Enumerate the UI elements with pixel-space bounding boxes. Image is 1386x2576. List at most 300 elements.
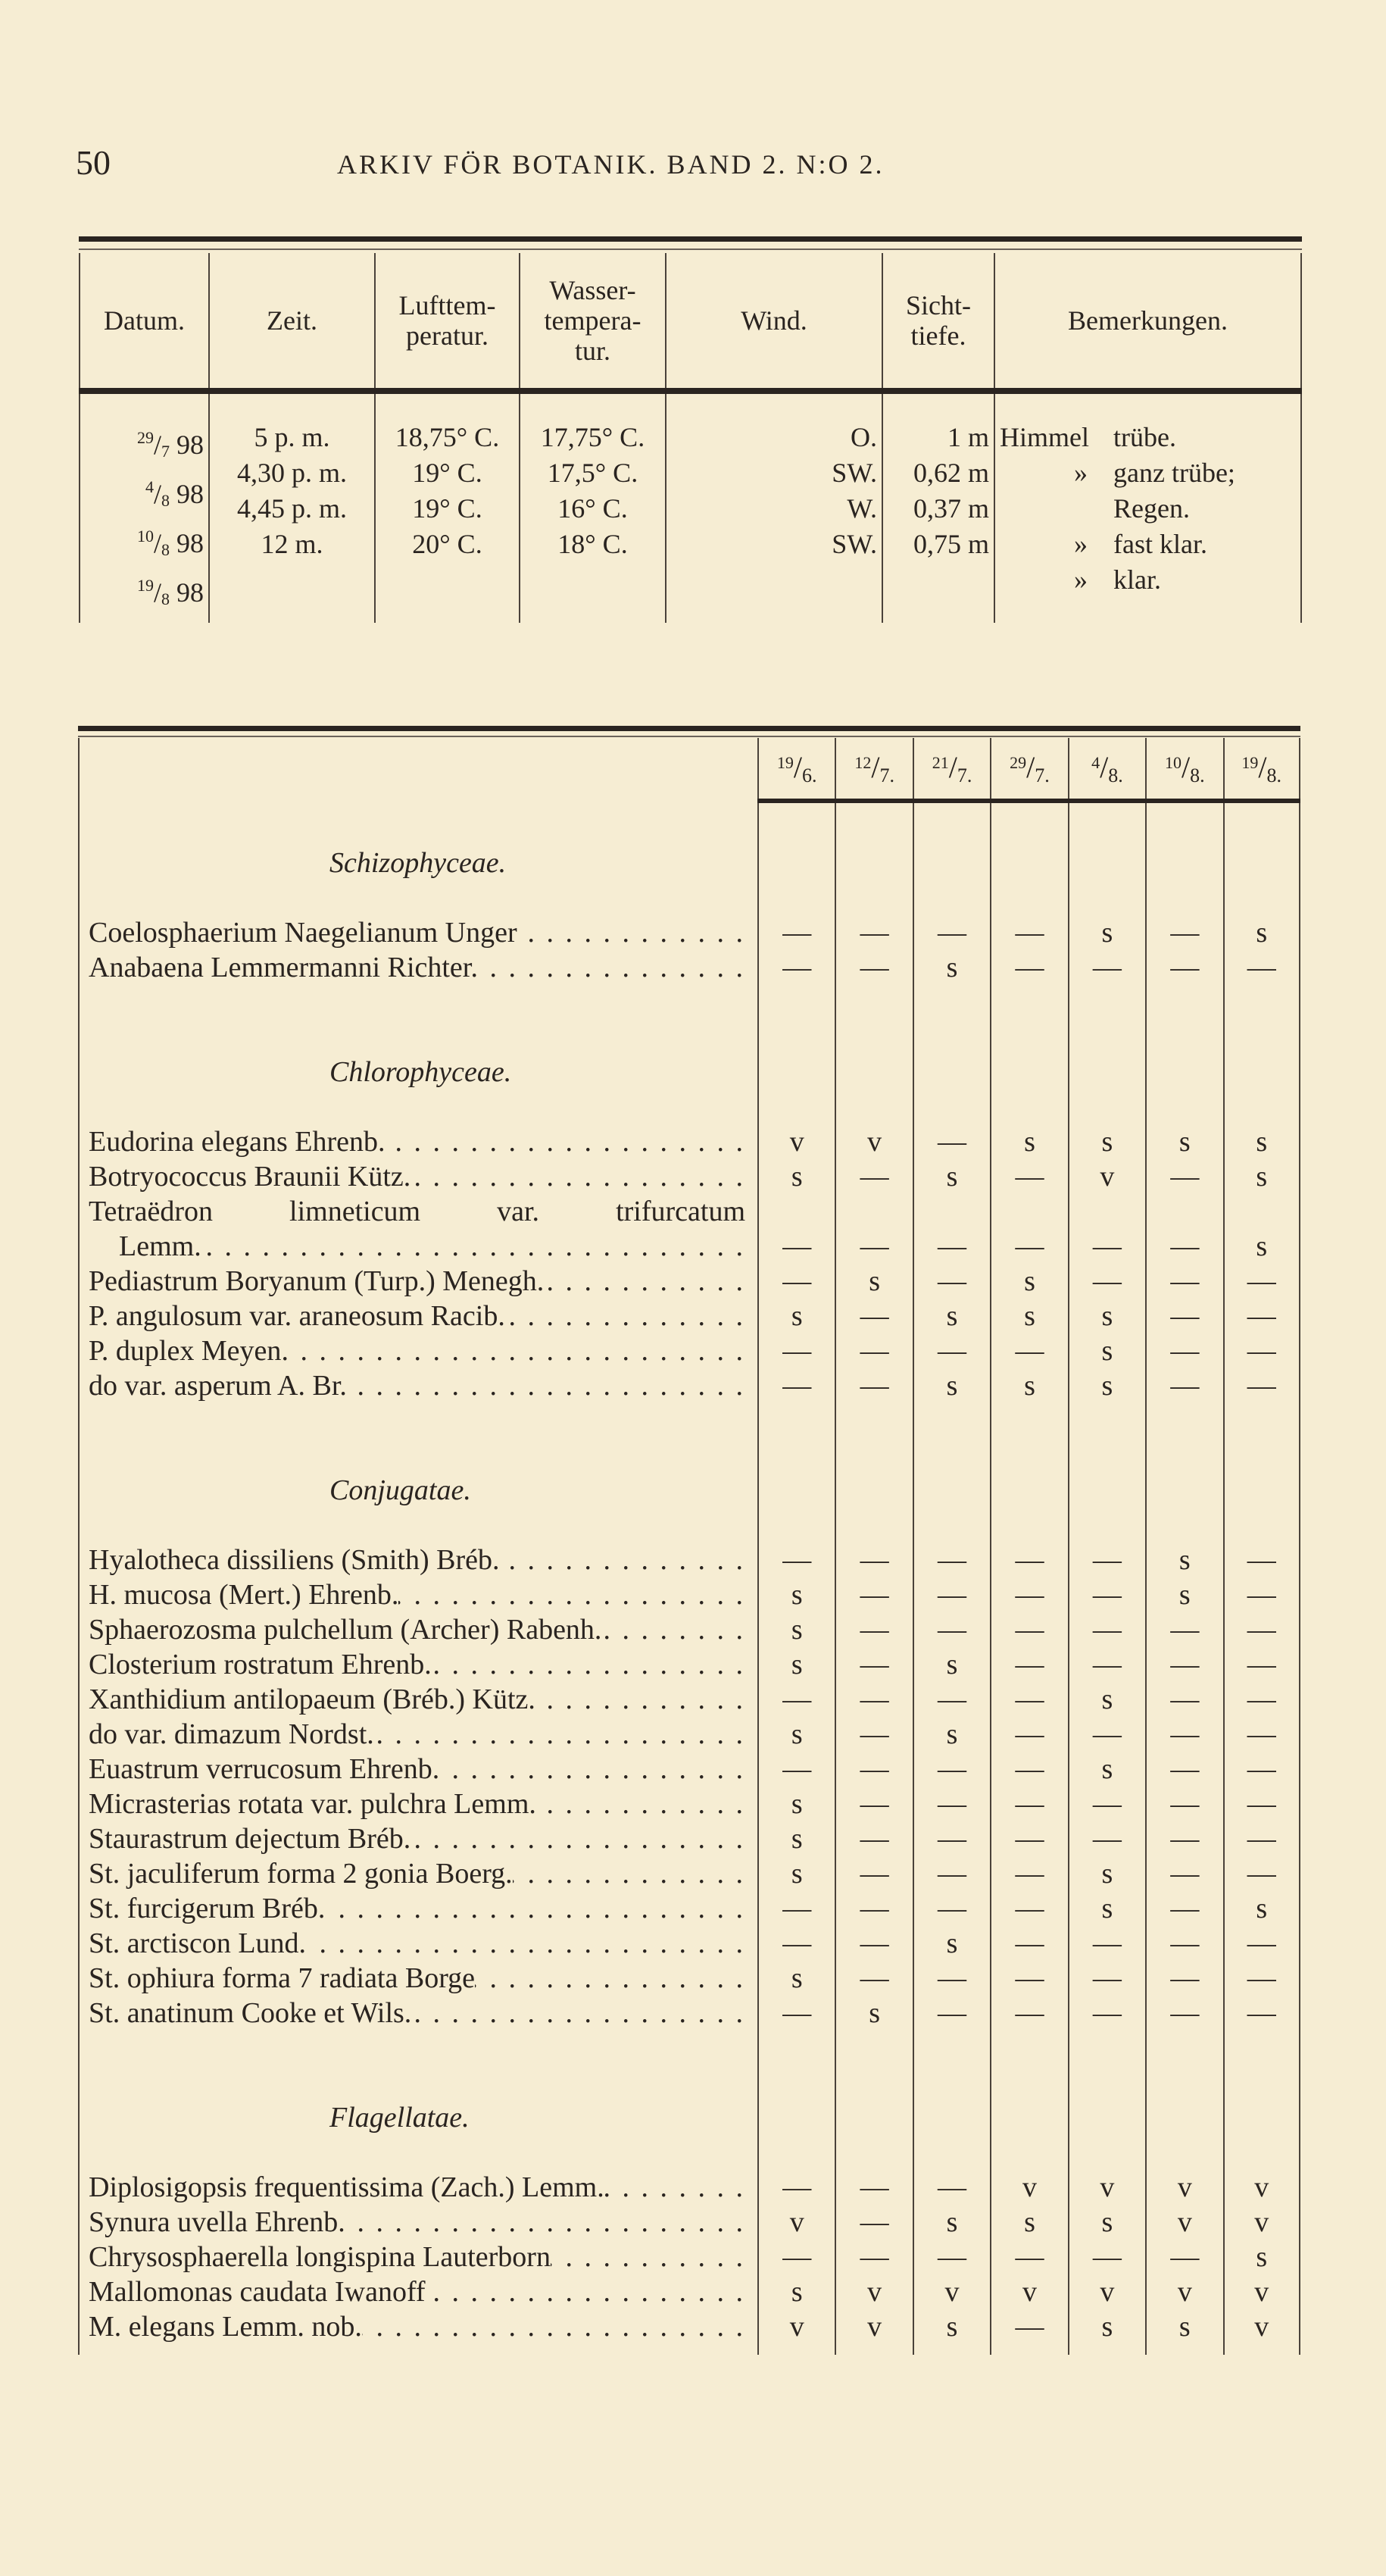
running-title: ARKIV FÖR BOTANIK. BAND 2. N:O 2. [337, 149, 885, 180]
occurrence-value: s [990, 2205, 1067, 2240]
date-month: 7. [957, 764, 972, 786]
species-name-cell [78, 1264, 757, 1299]
date-fraction [137, 430, 204, 460]
species-row [78, 1752, 1300, 1787]
cell-wind: SW. [832, 458, 877, 488]
occurrence-value: — [990, 1856, 1067, 1891]
occurrence-value: — [835, 1612, 912, 1647]
species-name-cell [78, 1124, 757, 1159]
blank-cell [1223, 1020, 1300, 1055]
occurrence-value: — [1145, 1647, 1222, 1682]
cell-depth: 1 m [947, 422, 989, 452]
occurrence-value: v [990, 2170, 1067, 2205]
blank-cell [1145, 1508, 1222, 1543]
occurrence-value: v [835, 1124, 912, 1159]
occurrence-value: — [1223, 1821, 1300, 1856]
occurrence-value: — [757, 2240, 835, 2274]
occurrence-value: — [913, 1612, 990, 1647]
column-header: Lufttem- peratur. [374, 253, 519, 388]
occurrence-value: — [835, 1856, 912, 1891]
dot-leader [551, 2240, 745, 2274]
blank-cell [78, 1403, 757, 1438]
cell-air: 19° C. [412, 458, 482, 488]
occurrence-value: — [1145, 1264, 1222, 1299]
species-name: Xanthidium antilopaeum (Bréb.) Kütz. [89, 1683, 535, 1715]
dot-leader [325, 1891, 745, 1926]
date-column-header [1068, 738, 1145, 799]
blank-cell [835, 799, 912, 846]
occurrence-value: s [1223, 1229, 1300, 1264]
section-heading: Schizophyceae. [78, 846, 757, 880]
species-row [78, 1682, 1300, 1717]
occurrence-value: — [1145, 1229, 1222, 1264]
occurrence-value: — [913, 1124, 990, 1159]
blank-cell [78, 2065, 757, 2100]
occurrence-value: s [1223, 1891, 1300, 1926]
occurrence-value: v [1068, 2170, 1145, 2205]
cell-remark [1000, 455, 1296, 527]
blank-cell [1223, 1508, 1300, 1543]
occurrence-value: — [990, 1821, 1067, 1856]
dot-leader [385, 1124, 745, 1159]
blank-cell [1145, 2135, 1222, 2170]
occurrence-value: s [1223, 1124, 1300, 1159]
blank-cell [1068, 2100, 1145, 2135]
fraction-slash: / [1100, 750, 1109, 784]
species-header-blank [78, 738, 757, 799]
occurrence-value: — [1068, 1577, 1145, 1612]
blank-cell [78, 2135, 757, 2170]
blank-cell [990, 1089, 1067, 1124]
blank-cell [78, 1089, 757, 1124]
column-header: Zeit. [208, 253, 374, 388]
occurrence-value: — [1068, 1647, 1145, 1682]
occurrence-value: s [1068, 1682, 1145, 1717]
species-row [78, 915, 1300, 950]
blank-cell [1223, 2344, 1300, 2355]
blank-cell [1145, 799, 1222, 846]
blank-cell [78, 799, 757, 846]
blank-cell [757, 1055, 835, 1089]
header-rule [79, 388, 1302, 394]
date-day: 19 [1241, 753, 1259, 772]
occurrence-value: s [1068, 1856, 1145, 1891]
occurrence-value: — [913, 1682, 990, 1717]
date-year: 98 [176, 430, 204, 460]
blank-cell [1068, 1020, 1145, 1055]
table-top-thin-rule [79, 249, 1302, 250]
occurrence-value: s [913, 1647, 990, 1682]
blank-cell [1145, 846, 1222, 880]
cell-wind: O. [851, 422, 877, 452]
species-name: Eudorina elegans Ehrenb. [89, 1126, 386, 1158]
blank-cell [757, 1473, 835, 1508]
blank-cell [1068, 2344, 1145, 2355]
occurrence-value: v [757, 2309, 835, 2344]
occurrence-value: — [835, 1752, 912, 1787]
section-heading-row [78, 1473, 1300, 1508]
date-header-row [78, 738, 1300, 799]
occurrence-value: v [1223, 2170, 1300, 2205]
blank-cell [835, 985, 912, 1020]
occurrence-value: s [913, 1299, 990, 1333]
remark-text: fast klar. [1113, 529, 1207, 559]
date-day: 19 [136, 576, 154, 595]
occurrence-value: s [835, 1264, 912, 1299]
blank-cell [913, 2100, 990, 2135]
column-remark [994, 394, 1302, 623]
blank-cell [1223, 1089, 1300, 1124]
blank-row [78, 880, 1300, 915]
blank-cell [835, 2344, 912, 2355]
species-row [78, 1543, 1300, 1577]
date-day: 29 [136, 428, 154, 447]
occurrence-value: — [913, 1577, 990, 1612]
blank-cell [990, 2065, 1067, 2100]
blank-cell [913, 1020, 990, 1055]
blank-cell [78, 2030, 757, 2065]
blank-cell [913, 1438, 990, 1473]
occurrence-value: s [757, 1299, 835, 1333]
column-date [79, 394, 208, 623]
date-column-header [835, 738, 912, 799]
species-name: Chrysosphaerella longispina Lauterborn [89, 2241, 551, 2273]
dot-leader [411, 1996, 745, 2030]
species-row [78, 1124, 1300, 1159]
page-number: 50 [76, 143, 111, 182]
blank-cell [757, 880, 835, 915]
blank-cell [913, 846, 990, 880]
occurrence-value: s [913, 1926, 990, 1961]
cell-time: 4,30 p. m. [236, 458, 347, 488]
blank-cell [1068, 1438, 1145, 1473]
dot-leader [306, 1926, 745, 1961]
occurrence-value: s [990, 1299, 1067, 1333]
blank-cell [913, 2065, 990, 2100]
cell-date [85, 420, 204, 469]
blank-cell [78, 1438, 757, 1473]
blank-cell [835, 1089, 912, 1124]
blank-cell [990, 2344, 1067, 2355]
blank-cell [1145, 1020, 1222, 1055]
species-name: Hyalotheca dissiliens (Smith) Bréb. [89, 1544, 500, 1576]
occurrence-value: — [990, 1577, 1067, 1612]
species-row [78, 2170, 1300, 2205]
cell-water: 17,5° C. [547, 458, 638, 488]
date-column-header [913, 738, 990, 799]
occurrence-value: — [1145, 1368, 1222, 1403]
species-name: Staurastrum dejectum Bréb. [89, 1823, 411, 1855]
blank-cell [835, 1055, 912, 1089]
blank-cell [990, 1403, 1067, 1438]
occurrence-value: v [1068, 1159, 1145, 1194]
fraction-slash: / [153, 577, 161, 608]
occurrence-value: v [1223, 2309, 1300, 2344]
occurrence-value: — [835, 1717, 912, 1752]
cell-air: 18,75° C. [395, 422, 500, 452]
species-row [78, 1333, 1300, 1368]
species-row [78, 1159, 1300, 1194]
occurrence-value: — [757, 950, 835, 985]
species-row [78, 1368, 1300, 1403]
species-table [78, 738, 1300, 2355]
occurrence-value: — [835, 1821, 912, 1856]
occurrence-value: — [835, 1333, 912, 1368]
occurrence-value: v [913, 2274, 990, 2309]
occurrence-value: v [1223, 2205, 1300, 2240]
date-year: 98 [176, 577, 204, 608]
blank-cell [1223, 1438, 1300, 1473]
occurrence-value: — [1068, 1996, 1145, 2030]
occurrence-value: — [1068, 1787, 1145, 1821]
blank-cell [835, 880, 912, 915]
blank-cell [1223, 846, 1300, 880]
species-name: Mallomonas caudata Iwanoff [89, 2276, 426, 2308]
blank-cell [1223, 2100, 1300, 2135]
occurrence-value: s [1068, 1124, 1145, 1159]
occurrence-value: s [757, 1577, 835, 1612]
occurrence-value: — [1223, 1577, 1300, 1612]
species-name-cell [78, 915, 757, 950]
blank-cell [1145, 985, 1222, 1020]
occurrence-value: s [1068, 2205, 1145, 2240]
date-month: 8. [1266, 764, 1282, 786]
dot-leader [426, 2274, 745, 2309]
occurrence-value: — [1068, 1926, 1145, 1961]
dot-leader [432, 1647, 745, 1682]
date-day: 19 [776, 753, 794, 772]
fraction-slash: / [153, 479, 161, 509]
blank-cell [78, 1020, 757, 1055]
blank-cell [78, 880, 757, 915]
occurrence-value [990, 1194, 1067, 1229]
fraction-slash: / [871, 750, 880, 784]
dot-leader [535, 1682, 745, 1717]
species-name: St. anatinum Cooke et Wils. [89, 1997, 412, 2029]
species-name-cell [78, 1612, 757, 1647]
date-month: 7. [1035, 764, 1050, 786]
blank-cell [1068, 2135, 1145, 2170]
blank-cell [913, 2344, 990, 2355]
dot-leader [604, 2170, 745, 2205]
occurrence-value: — [990, 1229, 1067, 1264]
blank-cell [757, 2344, 835, 2355]
section-heading-row [78, 2100, 1300, 2135]
blank-cell [1145, 1089, 1222, 1124]
occurrence-value: s [990, 1124, 1067, 1159]
table-end-row [78, 2344, 1300, 2355]
occurrence-value: v [1068, 2274, 1145, 2309]
blank-cell [757, 1020, 835, 1055]
blank-cell [913, 1473, 990, 1508]
blank-cell [990, 1055, 1067, 1089]
occurrence-value: — [757, 1996, 835, 2030]
species-name: Euastrum verrucosum Ehrenb. [89, 1753, 440, 1785]
blank-cell [835, 2135, 912, 2170]
occurrence-value: s [913, 950, 990, 985]
blank-cell [835, 2100, 912, 2135]
occurrence-value: v [1145, 2170, 1222, 2205]
occurrence-value: — [757, 1543, 835, 1577]
blank-cell [757, 1403, 835, 1438]
occurrence-value: s [757, 1612, 835, 1647]
occurrence-value: — [835, 1647, 912, 1682]
blank-cell [990, 1473, 1067, 1508]
fraction-slash: / [1026, 750, 1035, 784]
species-name-cell [78, 950, 757, 985]
occurrence-value: — [1223, 1647, 1300, 1682]
occurrence-value: — [757, 915, 835, 950]
occurrence-value: — [835, 1159, 912, 1194]
species-name-cell [78, 1787, 757, 1821]
occurrence-value: — [990, 1682, 1067, 1717]
blank-cell [913, 2030, 990, 2065]
blank-row [78, 2135, 1300, 2170]
blank-cell [1068, 799, 1145, 846]
species-name-cell [78, 1577, 757, 1612]
occurrence-value: — [1145, 1752, 1222, 1787]
observations-body [79, 394, 1302, 623]
fraction-slash: / [153, 528, 161, 558]
blank-cell [1223, 2135, 1300, 2170]
occurrence-value: — [990, 1159, 1067, 1194]
occurrence-value: — [990, 915, 1067, 950]
species-name-cell [78, 1961, 757, 1996]
occurrence-value: s [1068, 1891, 1145, 1926]
blank-cell [835, 1508, 912, 1543]
date-day: 21 [932, 753, 949, 772]
occurrence-value: — [1145, 1961, 1222, 1996]
species-name: do var. asperum A. Br. [89, 1370, 347, 1402]
species-name-cell [78, 2309, 757, 2344]
occurrence-value: — [1145, 1682, 1222, 1717]
blank-cell [78, 2344, 757, 2355]
occurrence-value: — [990, 1752, 1067, 1787]
column-depth [882, 394, 994, 623]
species-row [78, 1787, 1300, 1821]
occurrence-value: — [913, 1856, 990, 1891]
column-header: Bemerkungen. [994, 253, 1302, 388]
occurrence-value: s [1145, 1124, 1222, 1159]
species-name-cell [78, 1752, 757, 1787]
occurrence-value: — [1068, 1264, 1145, 1299]
date-header-rule [757, 799, 1300, 803]
species-row [78, 2240, 1300, 2274]
dot-leader [505, 1299, 745, 1333]
date-month: 8. [1190, 764, 1205, 786]
occurrence-value: — [1223, 1961, 1300, 1996]
blank-cell [990, 2030, 1067, 2065]
occurrence-value: — [1223, 1996, 1300, 2030]
species-name-cell [78, 1543, 757, 1577]
cell-depth: 0,37 m [913, 493, 989, 524]
species-row [78, 950, 1300, 985]
date-fraction [137, 577, 204, 608]
occurrence-value: — [990, 1961, 1067, 1996]
species-name-cell [78, 1647, 757, 1682]
occurrence-value: — [1223, 1752, 1300, 1787]
blank-cell [913, 2135, 990, 2170]
date-month: 8 [161, 589, 170, 608]
dot-leader [517, 915, 745, 950]
blank-cell [757, 2100, 835, 2135]
occurrence-value: — [1145, 950, 1222, 985]
blank-cell [1068, 846, 1145, 880]
occurrence-value: — [1145, 915, 1222, 950]
cell-depth: 0,75 m [913, 529, 989, 559]
date-fraction [1010, 749, 1050, 787]
occurrence-value: — [1145, 1299, 1222, 1333]
occurrence-value: s [1223, 1159, 1300, 1194]
species-row [78, 1577, 1300, 1612]
occurrence-value: — [1068, 1961, 1145, 1996]
blank-cell [1068, 2030, 1145, 2065]
species-name-cell [78, 1926, 757, 1961]
dot-leader [362, 2309, 745, 2344]
occurrence-value [1223, 1194, 1300, 1229]
occurrence-value: s [913, 2205, 990, 2240]
occurrence-value: — [913, 1752, 990, 1787]
occurrence-value: s [1223, 915, 1300, 950]
blank-cell [990, 1438, 1067, 1473]
blank-cell [1223, 799, 1300, 846]
blank-cell [1145, 2030, 1222, 2065]
species-row [78, 1612, 1300, 1647]
blank-cell [913, 1508, 990, 1543]
cell-remark [1000, 420, 1296, 455]
occurrence-value: — [1068, 1229, 1145, 1264]
species-name: Botryococcus Braunii Kütz. [89, 1161, 411, 1193]
species-row [78, 1961, 1300, 1996]
occurrence-value: — [1145, 2240, 1222, 2274]
occurrence-value: — [1145, 1891, 1222, 1926]
occurrence-value: s [913, 1159, 990, 1194]
cell-wind: W. [847, 493, 877, 524]
occurrence-value: — [1068, 2240, 1145, 2274]
occurrence-value: — [913, 1543, 990, 1577]
occurrence-value: — [1223, 1264, 1300, 1299]
occurrence-value: — [1223, 1682, 1300, 1717]
dot-leader [347, 1368, 745, 1403]
column-header: Sicht- tiefe. [882, 253, 994, 388]
blank-row [78, 1020, 1300, 1055]
date-month: 7. [879, 764, 894, 786]
occurrence-value: — [1223, 1717, 1300, 1752]
occurrence-value: — [835, 915, 912, 950]
species-name-cell [78, 1194, 757, 1229]
cell-wind: SW. [832, 529, 877, 559]
cell-water: 17,75° C. [540, 422, 645, 452]
blank-cell [1068, 1508, 1145, 1543]
blank-cell [913, 1089, 990, 1124]
blank-row [78, 1089, 1300, 1124]
cell-date [85, 469, 204, 518]
observations-table [79, 253, 1302, 623]
blank-cell [1223, 985, 1300, 1020]
occurrence-value: s [757, 1961, 835, 1996]
blank-cell [1223, 2065, 1300, 2100]
species-row [78, 2274, 1300, 2309]
occurrence-value: — [835, 1577, 912, 1612]
occurrence-value [1145, 1194, 1222, 1229]
occurrence-value [1068, 1194, 1145, 1229]
fraction-slash: / [153, 430, 161, 460]
blank-cell [990, 846, 1067, 880]
species-name: do var. dimazum Nordst. [89, 1718, 374, 1750]
occurrence-value [835, 1194, 912, 1229]
blank-cell [757, 846, 835, 880]
species-name: St. arctiscon Lund. [89, 1927, 307, 1959]
